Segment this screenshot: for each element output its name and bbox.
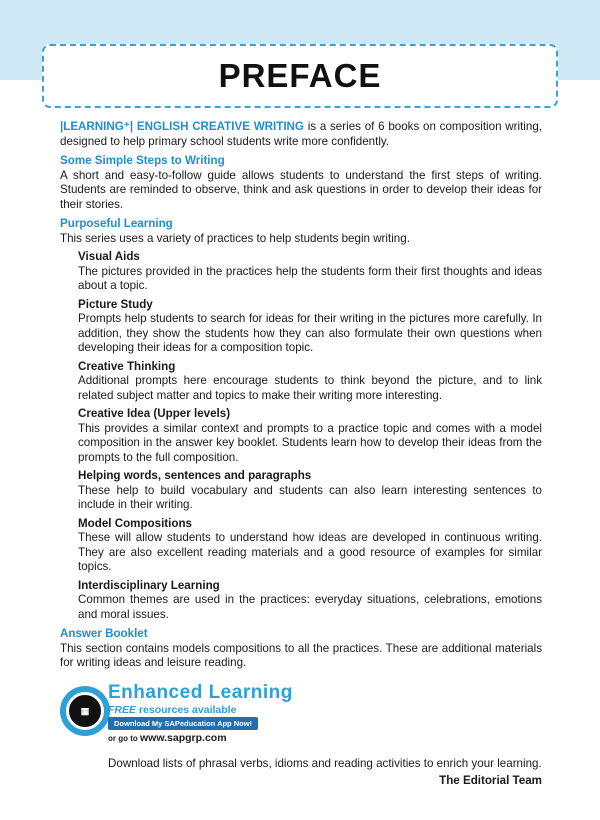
subsection-heading-picture-study: Picture Study <box>78 297 153 311</box>
subsection-text-interdisciplinary: Common themes are used in the practices: everyday situations, celebrations, emotions and moral issues. <box>78 593 542 621</box>
subsection-text-creative-idea: This provides a similar context and prompts to a practice topic and comes with a model composition in the answer key booklet. Students learn how to develop their ideas from the prompts to the full composition. <box>78 421 542 464</box>
subsection-list <box>78 250 542 622</box>
section-text-answer-booklet: This section contains models compositions to all the practices. These are additional materials for writing ideas and leisure reading. <box>60 641 542 669</box>
promo-text: Download lists of phrasal verbs, idioms and reading activities to enrich your learning. <box>108 756 542 770</box>
app-logo-icon <box>60 686 110 736</box>
goto-line <box>108 732 227 744</box>
series-name: |LEARNING⁺| ENGLISH CREATIVE WRITING <box>60 120 304 133</box>
subsection-text-visual-aids: The pictures provided in the practices help the students form their first thoughts and ideas about a topic. <box>78 264 542 292</box>
preface-body <box>60 120 542 671</box>
section-heading-answer-booklet: Answer Booklet <box>60 627 148 640</box>
goto-prefix: or go to <box>108 734 140 743</box>
website-link[interactable]: www.sapgrp.com <box>140 732 227 744</box>
section-heading-purposeful: Purposeful Learning <box>60 217 173 230</box>
subsection-heading-interdisciplinary: Interdisciplinary Learning <box>78 578 220 592</box>
download-app-button[interactable]: Download My SAPeducation App Now! <box>108 717 258 730</box>
section-text-purposeful: This series uses a variety of practices to help students begin writing. <box>60 231 410 245</box>
subsection-heading-creative-thinking: Creative Thinking <box>78 359 176 373</box>
intro-paragraph <box>60 120 542 149</box>
subsection-text-picture-study: Prompts help students to search for ideas for their writing in the pictures more carefully. In addition, they show the students how they can also formulate their own questions when developing their ideas for a composition topic. <box>78 312 542 354</box>
subsection-heading-helping-words: Helping words, sentences and paragraphs <box>78 469 312 482</box>
promo-title: Enhanced Learning <box>108 682 293 703</box>
subsection-text-model-compositions: These will allow students to understand how ideas are developed in continuous writing. They are also excellent reading materials and a good resource of examples for similar topics. <box>78 531 542 573</box>
subsection-heading-visual-aids: Visual Aids <box>78 250 140 263</box>
promo-free-rest: resources available <box>136 704 237 716</box>
page-title: PREFACE <box>218 57 382 94</box>
subsection-heading-creative-idea: Creative Idea (Upper levels) <box>78 407 231 420</box>
subsection-text-helping-words: These help to build vocabulary and students can also learn interesting sentences to include in their writing. <box>78 483 542 511</box>
signature: The Editorial Team <box>439 774 542 787</box>
promo-free-label: FREE <box>108 704 137 716</box>
section-heading-steps: Some Simple Steps to Writing <box>60 154 225 167</box>
title-box <box>42 44 558 108</box>
promo-free-line <box>108 704 236 716</box>
subsection-heading-model-compositions: Model Compositions <box>78 516 193 530</box>
subsection-text-creative-thinking: Additional prompts here encourage students to think beyond the picture, and to link related subject matter and topics to make their writing more interesting. <box>78 374 542 402</box>
intro-text: is a series of 6 books on composition writing, designed to help primary school students write more confidently. <box>60 120 542 148</box>
section-text-steps: A short and easy-to-follow guide allows students to understand the first steps of writing. Students are reminded to observe, think and ask questions in order to develop their ideas for their stories. <box>60 168 542 211</box>
qr-code-icon: ▦ <box>66 692 104 730</box>
